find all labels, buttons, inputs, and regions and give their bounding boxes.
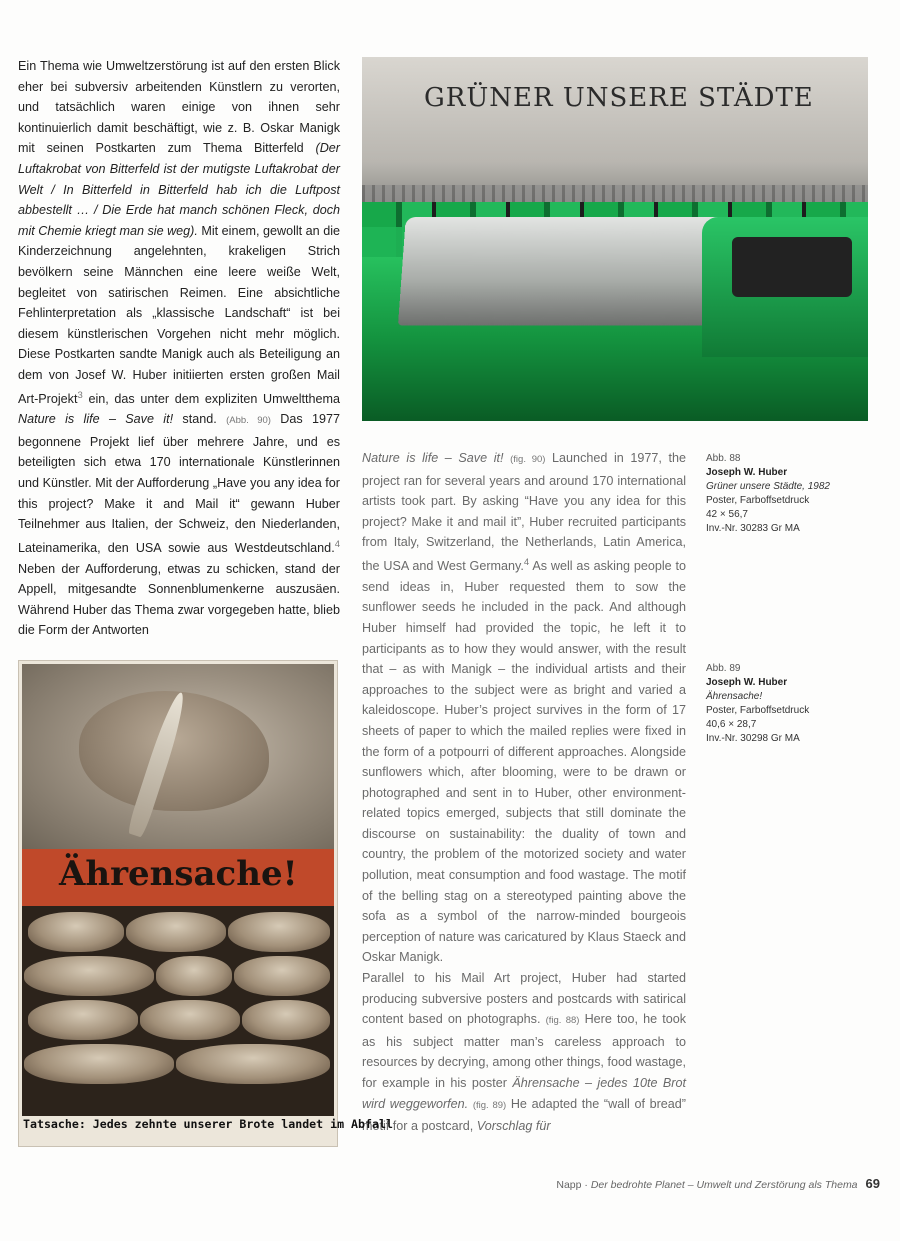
- footer-title: Der bedrohte Planet – Umwelt und Zerstörung als Thema: [590, 1179, 858, 1191]
- figure-88-caption: [706, 452, 866, 536]
- figure-89-caption: [706, 662, 866, 746]
- bread-loaf: [28, 1000, 138, 1040]
- german-text: Das 1977 begonnene Projekt lief über mehrere Jahre, und es beteiligten sich etwa 170 internationale Künstlerinnen und Künstler. Mit der Aufforderung „Have you any idea for this project? Make it and Mail it“ gewann Huber Teilnehmer aus Italien, der Schweiz, den Niederlanden, Lateinamerika, den USA sowie aus Westdeutschland.: [18, 412, 341, 556]
- german-text-column: [18, 56, 340, 641]
- car-window: [732, 237, 852, 297]
- german-text: Neben der Aufforderung, etwas zu schicken, stand der Appell, mitgesandte Sonnenblumenkerne auszusäen. Während Huber das Thema zwar vorgegeben hatte, blieb die Form der Antworten: [18, 561, 340, 638]
- english-text: Here too, he took as his subject matter man’s careless approach to resources by decrying, among other things, food wastage, for example in his poster: [362, 1012, 687, 1090]
- figure-size: 42 × 56,7: [706, 509, 748, 520]
- figure-number: Abb. 89: [706, 663, 741, 674]
- bread-loaf: [234, 956, 330, 996]
- german-text-italic: Nature is life – Save it!: [18, 412, 174, 427]
- english-paragraph: [362, 448, 686, 968]
- figure-artist: Joseph W. Huber: [706, 677, 788, 688]
- footnote-marker: 3: [77, 389, 83, 401]
- english-text: As well as asking people to send ideas in, Huber requested them to sow the sunflower seeds he included in the pack. And although Huber himself had provided the topic, he left it to participants as to how they would answer, with the result that – as with Manigk – the individual artists and their approaches to the subject were as bright and varied a kaleidoscope. Huber’s project survives in the form of 17 sheets of paper to which the mailed replies were fixed in the form of a potpourri of different approaches. Alongside sunflowers which, after blooming, were to be drawn or photographed and sent in to Huber, other environment-related topics emerged, subjects that still dominate the discourse on sustainability: the duality of town and country, the problem of the motorized society and water pollution, meat consumption and food wastage. The motif of the belling stag on a stereotyped painting above the sofa as a symbol of the narrow-minded bourgeois perception of nature was caricatured by Klaus Staeck and Oskar Manigk.: [362, 559, 686, 965]
- german-paragraph: [18, 56, 340, 641]
- green-car-side: [702, 217, 868, 357]
- english-text-italic: Nature is life – Save it!: [362, 451, 504, 465]
- figure-medium: Poster, Farboffsetdruck: [706, 705, 810, 716]
- bread-loaf: [24, 1044, 174, 1084]
- english-text: Parallel to his Mail Art project, Huber had started producing subversive posters and postcards with satirical content based on photographs.: [362, 971, 686, 1027]
- figure-medium: Poster, Farboffsetdruck: [706, 495, 810, 506]
- english-text-column: [362, 448, 686, 1137]
- poster-bottom-text: Tatsache: Jedes zehnte unserer Brote landet im Abfall: [23, 1117, 393, 1131]
- figure-88-poster-image: [362, 57, 868, 421]
- figure-89-poster-image: [18, 660, 393, 1147]
- bread-loaf: [126, 912, 226, 952]
- footer-author: Napp: [556, 1179, 582, 1191]
- figure-title: Grüner unsere Städte, 1982: [706, 481, 830, 492]
- english-text-italic: Vorschlag für: [476, 1119, 551, 1134]
- bread-loaf: [242, 1000, 330, 1040]
- poster-banner-text: Ährensache!: [59, 854, 298, 894]
- page-number: 69: [865, 1176, 880, 1191]
- figure-artist: Joseph W. Huber: [706, 467, 788, 478]
- bread-wall: [22, 906, 334, 1116]
- bread-loaf: [176, 1044, 330, 1084]
- bread-loaf: [156, 956, 232, 996]
- footnote-marker: 4: [523, 556, 530, 568]
- german-text: Mit einem, gewollt an die Kinderzeichnung angelehnten, krakeligen Strich bevölkern seine Männchen eine leere weiße Welt, begleitet von satirischen Reimen. Eine absichtliche Fehlinterpretation als „klassische Landschaft“ ist bei diesem künstlerischen Vorgehen nicht mehr möglich. Diese Postkarten sandte Manigk auch als Beteiligung an dem von Josef W. Huber initiierten ersten großen Mail Art-Projekt: [18, 223, 340, 406]
- figure-reference: (fig. 90): [510, 454, 546, 465]
- windshield-shape: [398, 217, 736, 325]
- figure-reference: (fig. 89): [472, 1099, 507, 1111]
- poster-wall-text: GRÜNER UNSERE STÄDTE: [424, 83, 814, 113]
- german-text: Ein Thema wie Umweltzerstörung ist auf den ersten Blick eher bei subversiv arbeitenden Künstlern zu verorten, und tatsächlich waren einige von ihnen sehr kontinuierlich damit beschäftigt, wie z. B. Oskar Manigk mit seinen Postkarten zum Thema Bitterfeld: [18, 59, 340, 156]
- german-text-italic: (Der Luftakrobat von Bitterfeld ist der mutigste Luftakrobat der Welt / In Bitterfeld in Bitterfeld hab ich die Luftpost abbestellt … / Die Erde hat manch schönen Fleck, doch mit Chemie kriegt man sie weg).: [18, 141, 340, 238]
- german-text: ein, das unter dem expliziten Umweltthema: [88, 391, 340, 406]
- page-footer: [520, 1176, 880, 1191]
- english-paragraph: [362, 968, 686, 1137]
- bread-loaf: [140, 1000, 240, 1040]
- figure-inventory: Inv.-Nr. 30298 Gr MA: [706, 733, 800, 744]
- figure-number: Abb. 88: [706, 453, 741, 464]
- footnote-marker: 4: [334, 538, 340, 550]
- figure-size: 40,6 × 28,7: [706, 719, 757, 730]
- figure-inventory: Inv.-Nr. 30283 Gr MA: [706, 523, 800, 534]
- figure-title: Ährensache!: [706, 691, 763, 702]
- footer-separator: ·: [581, 1179, 591, 1191]
- bread-loaf: [228, 912, 330, 952]
- figure-reference: (fig. 88): [545, 1015, 580, 1027]
- bread-loaf: [28, 912, 124, 952]
- figure-reference: (Abb. 90): [226, 415, 271, 427]
- german-text: stand.: [182, 412, 217, 427]
- bread-loaf: [24, 956, 154, 996]
- english-text: Launched in 1977, the project ran for several years and around 170 international artists took part. By asking “Have you any idea for this project? Make it and mail it”, Huber recruited participants from Italy, Switzerland, the Netherlands, Latin America, the USA and West Germany.: [362, 451, 686, 574]
- english-text-italic: Ährensache – jedes 10te Brot wird weggeworfen.: [362, 1076, 687, 1111]
- english-text: He adapted the “wall of bread” motif for a postcard,: [362, 1096, 687, 1134]
